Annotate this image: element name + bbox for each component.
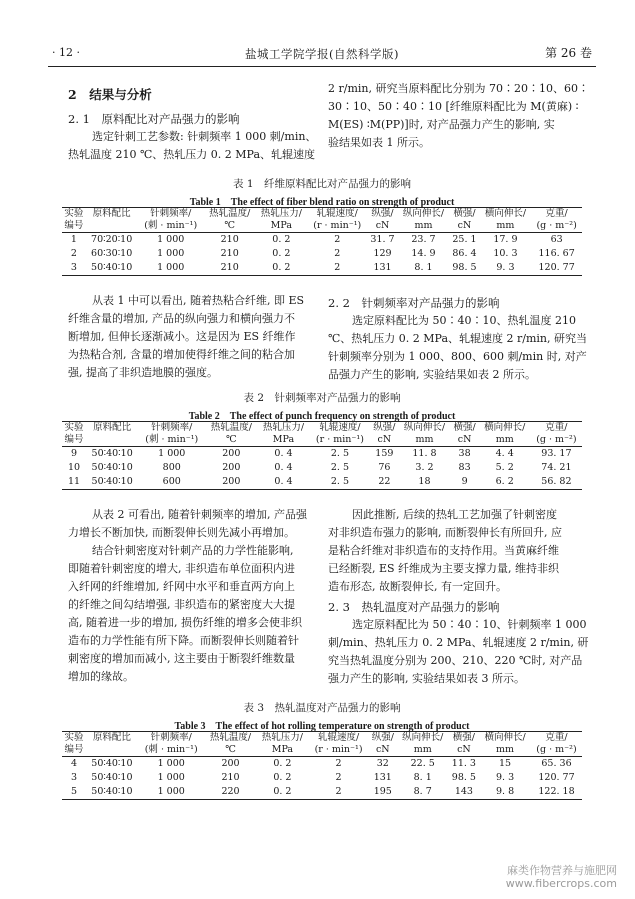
table-cell: 116. 67 [538, 248, 575, 259]
table-cell: 74. 21 [541, 462, 572, 473]
paragraph-line: 即随着针刺密度的增大, 非织造布单位面积内进 [68, 562, 295, 575]
table-cell: 195 [369, 785, 397, 800]
table-cell: 210 [220, 248, 239, 259]
table-header-cell: (刺 · min⁻¹) [138, 220, 204, 233]
table-cell: 1 000 [157, 772, 185, 783]
running-header [48, 44, 596, 66]
paragraph-line: 刺密度的增加而减小, 这主要由于断裂纤维数量 [68, 652, 295, 665]
paragraph-line: 增加的缘故。 [68, 670, 134, 683]
table-cell: 8. 7 [397, 785, 449, 800]
table-cell: 2 [308, 785, 368, 800]
table-header-cell: 纵向伸长/ [398, 208, 450, 221]
section-heading: 2 结果与分析 [68, 87, 152, 102]
table-header-cell: 原料配比 [86, 732, 138, 745]
table-cell: 210 [220, 234, 239, 245]
table-header-cell: mm [397, 744, 449, 757]
paragraph-line: 造布形态, 故断裂伸长, 有一定回升。 [328, 580, 507, 593]
table-header-cell: 横强/ [449, 732, 479, 745]
paragraph-line: 为热粘合剂, 含量的增加使得纤维之间的粘合加 [68, 348, 295, 361]
table-cell: 143 [449, 785, 479, 800]
table-header-cell: 横向伸长/ [480, 208, 532, 221]
table-header-cell: cN [370, 434, 398, 447]
table-cell: 0. 2 [272, 248, 291, 259]
paragraph-line: 入纤网的纤维增加, 纤网中水平和垂直两方向上 [68, 580, 295, 593]
table-cell: 0. 2 [273, 772, 292, 783]
table-cell: 83 [458, 462, 471, 473]
table-cell: 25. 1 [452, 234, 477, 245]
paragraph-line: 力增长不断加快, 而断裂伸长则先减小再增加。 [68, 526, 295, 539]
table-cell: 159 [375, 448, 394, 459]
table-header-cell: 原料配比 [86, 422, 138, 435]
table-cell: 2 [307, 261, 367, 276]
table-cell: 50∶40∶10 [86, 785, 138, 800]
table-header-cell: ℃ [205, 744, 257, 757]
table-header-cell: (g · m⁻²) [531, 220, 582, 233]
table-cell: 200 [222, 462, 241, 473]
table-cell: 0. 2 [273, 758, 292, 769]
table-cell: 9 [71, 448, 78, 459]
paragraph-line: 选定原料配比为 50∶40∶10、针刺频率 1 000 [352, 618, 587, 631]
table-row [62, 233, 582, 248]
header-rule [48, 66, 596, 67]
table-cell: 50∶40∶10 [86, 475, 138, 490]
paragraph-line: 造布的力学性能有所下降。而断裂伸长则随着针 [68, 634, 299, 647]
paragraph-line: 是粘合纤维对非织造布的支持作用。当黄麻纤维 [328, 544, 559, 557]
table2-caption: 表 2 针刺频率对产品强力的影响 [243, 392, 401, 404]
table-header-cell: 克重/ [531, 208, 582, 221]
table-cell: 60∶30∶10 [91, 248, 133, 259]
table-cell: 200 [221, 758, 240, 769]
table-cell: 1 000 [157, 248, 185, 259]
table-cell: 38 [458, 448, 471, 459]
paragraph-line: 热轧温度 210 ℃、热轧压力 0. 2 MPa、轧辊速度 [68, 148, 316, 161]
table-cell: 93. 17 [541, 448, 572, 459]
paragraph-line: 从表 2 可看出, 随着针刺频率的增加, 产品强 [92, 508, 307, 521]
paragraph-line: 断增加, 但伸长逐渐减小。这是因为 ES 纤维作 [68, 330, 296, 343]
table-cell: 2 [335, 772, 342, 783]
table-header-cell: 实验 [62, 422, 86, 435]
paragraph-line: 究当热轧温度分别为 200、210、220 ℃时, 对产品 [328, 654, 583, 667]
table-header-cell: ℃ [205, 434, 257, 447]
table-cell: 1 000 [157, 758, 185, 769]
table-row [62, 785, 582, 800]
table-cell: 14. 9 [411, 248, 436, 259]
table-cell: 50∶40∶10 [91, 758, 133, 769]
table-header-cell: 纵向伸长/ [398, 422, 450, 435]
table-header-cell: MPa [256, 220, 308, 233]
table-cell: 0. 2 [272, 234, 291, 245]
table-header-cell: 横强/ [449, 208, 479, 221]
table-header-cell: (g · m⁻²) [531, 434, 582, 447]
table-cell: 18 [398, 475, 450, 490]
table-cell: 1 [70, 234, 77, 245]
table-header-cell: 针刺频率/ [138, 422, 205, 435]
table-cell: 22. 5 [410, 758, 435, 769]
paragraph-line: 刺/min、热轧压力 0. 2 MPa、轧辊速度 2 r/min, 研 [328, 636, 589, 649]
table-header-cell: 克重/ [531, 422, 582, 435]
table-cell: 2 [335, 758, 342, 769]
table-3 [62, 731, 582, 800]
table-header-cell: 编号 [62, 220, 86, 233]
table-header-cell: 热轧温度/ [205, 732, 257, 745]
table-header-cell: mm [398, 434, 450, 447]
paragraph-line: ℃、热轧压力 0. 2 MPa、轧辊速度 2 r/min, 研究当 [328, 332, 587, 345]
table-header-cell: 纵强/ [369, 732, 397, 745]
paragraph-line: 品强力产生的影响, 实验结果如表 2 所示。 [328, 368, 536, 381]
paragraph-line: 结合针刺密度对针刺产品的力学性能影响, [92, 544, 294, 557]
paragraph-line: 从表 1 中可以看出, 随着热粘合纤维, 即 ES [92, 294, 305, 307]
table-header-cell: 轧辊速度/ [308, 732, 368, 745]
paragraph-line: 因此推断, 后续的热轧工艺加强了针刺密度 [352, 508, 557, 521]
table-header-cell: 实验 [62, 208, 86, 221]
table-header-cell: 针刺频率/ [138, 208, 204, 221]
table-header-cell: 轧辊速度/ [310, 422, 371, 435]
paragraph-line: 30∶10、50∶40∶10 [纤维原料配比为 M(黄麻) ∶ [328, 100, 579, 113]
table-header-cell: 纵向伸长/ [397, 732, 449, 745]
table-header-cell: (r · min⁻¹) [310, 434, 371, 447]
journal-title: 盐城工学院学报(自然科学版) [245, 47, 399, 61]
subsection-heading-2-1: 2. 1 原料配比对产品强力的影响 [68, 112, 240, 126]
table-cell: 210 [221, 772, 240, 783]
table-cell: 2. 5 [330, 462, 349, 473]
paragraph-line: 纤维含量的增加, 产品的纵向强力和横向强力不 [68, 312, 295, 325]
table2-caption-en: Table 2 The effect of punch frequency on strength of product [188, 411, 456, 422]
table-header-cell: (g · m⁻²) [531, 744, 582, 757]
table-header-cell: mm [479, 744, 531, 757]
table1-caption-en: Table 1 The effect of fiber blend ratio on strength of product [189, 197, 455, 208]
table-cell: 210 [204, 261, 256, 276]
table-row [62, 475, 582, 490]
table-header-cell: cN [367, 220, 397, 233]
table-cell: 63 [550, 234, 563, 245]
table-cell: 2 [70, 248, 77, 259]
table-cell: 122. 18 [531, 785, 582, 800]
table-1 [62, 207, 582, 276]
table-header-cell: 纵强/ [370, 422, 398, 435]
table-cell: 200 [222, 448, 241, 459]
subsection-heading-2-3: 2. 3 热轧温度对产品强力的影响 [328, 600, 500, 614]
table-cell: 22 [370, 475, 398, 490]
table-cell: 0. 4 [274, 462, 293, 473]
table-cell: 50∶40∶10 [91, 462, 133, 473]
table-cell: 98. 5 [449, 261, 479, 276]
table-cell: 1 000 [138, 785, 205, 800]
table-cell: 32 [376, 758, 389, 769]
table-header-cell: cN [449, 220, 479, 233]
table-cell: 4 [70, 758, 77, 769]
table-cell: 17. 9 [493, 234, 518, 245]
table-cell: 0. 4 [274, 448, 293, 459]
table-row [62, 771, 582, 785]
table-cell: 9. 8 [479, 785, 531, 800]
table-cell: 5 [62, 785, 86, 800]
table-cell: 1 000 [158, 448, 186, 459]
paragraph-line: 选定针刺工艺参数: 针刺频率 1 000 刺/min、 [92, 130, 317, 143]
paragraph-line: 高, 随着进一步的增加, 损伤纤维的增多会使非织 [68, 616, 302, 629]
table-header-cell: 编号 [62, 434, 86, 447]
table-cell: 76 [378, 462, 391, 473]
watermark-url: www.fibercrops.com [505, 877, 617, 890]
table-header-cell [86, 744, 138, 757]
table-cell: 70∶20∶10 [91, 234, 133, 245]
table1-caption: 表 1 纤维原料配比对产品强力的影响 [232, 178, 412, 190]
table-cell: 2. 5 [330, 448, 349, 459]
table-cell: 3. 2 [415, 462, 434, 473]
table-header-cell: mm [479, 434, 531, 447]
table-header-cell: 热轧压力/ [256, 208, 308, 221]
table-header-cell: mm [398, 220, 450, 233]
table-cell: 8. 1 [413, 772, 432, 783]
paragraph-line: 验结果如表 1 所示。 [328, 136, 430, 149]
table-header-cell: 实验 [62, 732, 86, 745]
table-header-cell: 针刺频率/ [138, 732, 205, 745]
table-cell: 23. 7 [411, 234, 436, 245]
table-cell: 11. 8 [412, 448, 437, 459]
paragraph-line: 强力产生的影响, 实验结果如表 3 所示。 [328, 672, 525, 685]
volume-label: 第 26 卷 [545, 46, 592, 60]
table-cell: 1 000 [138, 261, 204, 276]
table-cell: 86. 4 [452, 248, 477, 259]
table-row [62, 261, 582, 276]
table-cell: 56. 82 [531, 475, 582, 490]
table-cell: 10. 3 [493, 248, 518, 259]
table-cell: 98. 5 [451, 772, 476, 783]
table-header-cell: 编号 [62, 744, 86, 757]
table-header-cell: 克重/ [531, 732, 582, 745]
table-cell: 15 [499, 758, 512, 769]
table-header-cell: 热轧温度/ [204, 208, 256, 221]
table-cell: 50∶40∶10 [86, 261, 138, 276]
table-cell: 129 [373, 248, 392, 259]
table-cell: 65. 36 [541, 758, 572, 769]
table-header-cell: ℃ [204, 220, 256, 233]
table-header-cell: (r · min⁻¹) [307, 220, 367, 233]
paragraph-line: 已经断裂, ES 纤维成为主要支撑力量, 维持非织 [328, 562, 560, 575]
paragraph-line: 强, 提高了非织造地膜的强度。 [68, 366, 218, 379]
subsection-heading-2-2: 2. 2 针刺频率对产品强力的影响 [328, 296, 500, 310]
table-cell: 0. 4 [257, 475, 309, 490]
table-cell: 2. 5 [310, 475, 371, 490]
table-cell: 10 [67, 462, 81, 473]
table-cell: 3 [62, 261, 86, 276]
paragraph-line: 的纤维之间勾结增强, 非织造布的紧密度大大提 [68, 598, 295, 611]
table-cell: 50∶40∶10 [91, 772, 133, 783]
paragraph-line: 2 r/min, 研究当原料配比分别为 70∶20∶10、60∶ [328, 82, 589, 95]
table-cell: 11 [62, 475, 86, 490]
table-header-cell: 纵强/ [367, 208, 397, 221]
table-cell: 4. 4 [495, 448, 514, 459]
table-2 [62, 421, 582, 490]
table-cell: 2 [334, 234, 341, 245]
table-header-cell: 横向伸长/ [479, 732, 531, 745]
table-cell: 200 [205, 475, 257, 490]
table-cell: 8. 1 [398, 261, 450, 276]
table-cell: 3 [70, 772, 77, 783]
table-header-cell: mm [480, 220, 532, 233]
table-header-cell: (刺 · min⁻¹) [138, 434, 205, 447]
table-header-cell: 轧辊速度/ [307, 208, 367, 221]
paragraph-line: 对非织造布强力的影响, 而断裂伸长有所回升, 应 [328, 526, 562, 539]
page-number: · 12 · [52, 46, 80, 59]
table-cell: 800 [162, 462, 181, 473]
table-cell: 1 000 [157, 234, 185, 245]
table-cell: 131 [373, 772, 392, 783]
table-cell: 5. 2 [495, 462, 514, 473]
table-header-cell: cN [451, 434, 479, 447]
table-cell: 0. 2 [256, 785, 308, 800]
table-header-cell: cN [449, 744, 479, 757]
table-cell: 600 [138, 475, 205, 490]
table-cell: 131 [367, 261, 397, 276]
table-row [62, 247, 582, 261]
table-cell: 31. 7 [370, 234, 395, 245]
table-cell: 0. 2 [256, 261, 308, 276]
table-cell: 220 [205, 785, 257, 800]
table-cell: 120. 77 [538, 772, 575, 783]
table-header-cell: MPa [256, 744, 308, 757]
table-header-cell [86, 434, 138, 447]
table-cell: 9. 3 [480, 261, 532, 276]
table-row [62, 447, 582, 462]
table-header-cell: 原料配比 [86, 208, 138, 221]
table-row [62, 461, 582, 475]
table-cell: 11. 3 [451, 758, 476, 769]
table-header-cell: 横强/ [451, 422, 479, 435]
table3-caption: 表 3 热轧温度对产品强力的影响 [243, 702, 401, 714]
watermark [506, 864, 617, 890]
table-cell: 2 [334, 248, 341, 259]
paragraph-line: 选定原料配比为 50∶40∶10、热轧温度 210 [352, 314, 576, 327]
table-header-cell: 热轧温度/ [205, 422, 257, 435]
table-header-cell: 横向伸长/ [479, 422, 531, 435]
table-header-cell: MPa [257, 434, 309, 447]
paragraph-line: M(ES) ∶M(PP)]时, 对产品强力产生的影响, 实 [328, 118, 555, 131]
table-header-cell: 热轧压力/ [256, 732, 308, 745]
table-header-cell: cN [369, 744, 397, 757]
table-cell: 9 [451, 475, 479, 490]
table-cell: 6. 2 [479, 475, 531, 490]
table-cell: 50∶40∶10 [91, 448, 133, 459]
paragraph-line: 针刺频率分别为 1 000、800、600 刺/min 时, 对产 [328, 350, 587, 363]
table-row [62, 757, 582, 772]
table-cell: 9. 3 [495, 772, 515, 783]
watermark-line: 麻类作物营养与施肥网 [507, 864, 617, 877]
table-header-cell: (r · min⁻¹) [308, 744, 368, 757]
table-header-cell [86, 220, 138, 233]
table-header-cell: 热轧压力/ [257, 422, 309, 435]
table-cell: 120. 77 [531, 261, 582, 276]
table-header-cell: (刺 · min⁻¹) [138, 744, 205, 757]
table3-caption-en: Table 3 The effect of hot rolling temperature on strength of product [174, 721, 470, 732]
